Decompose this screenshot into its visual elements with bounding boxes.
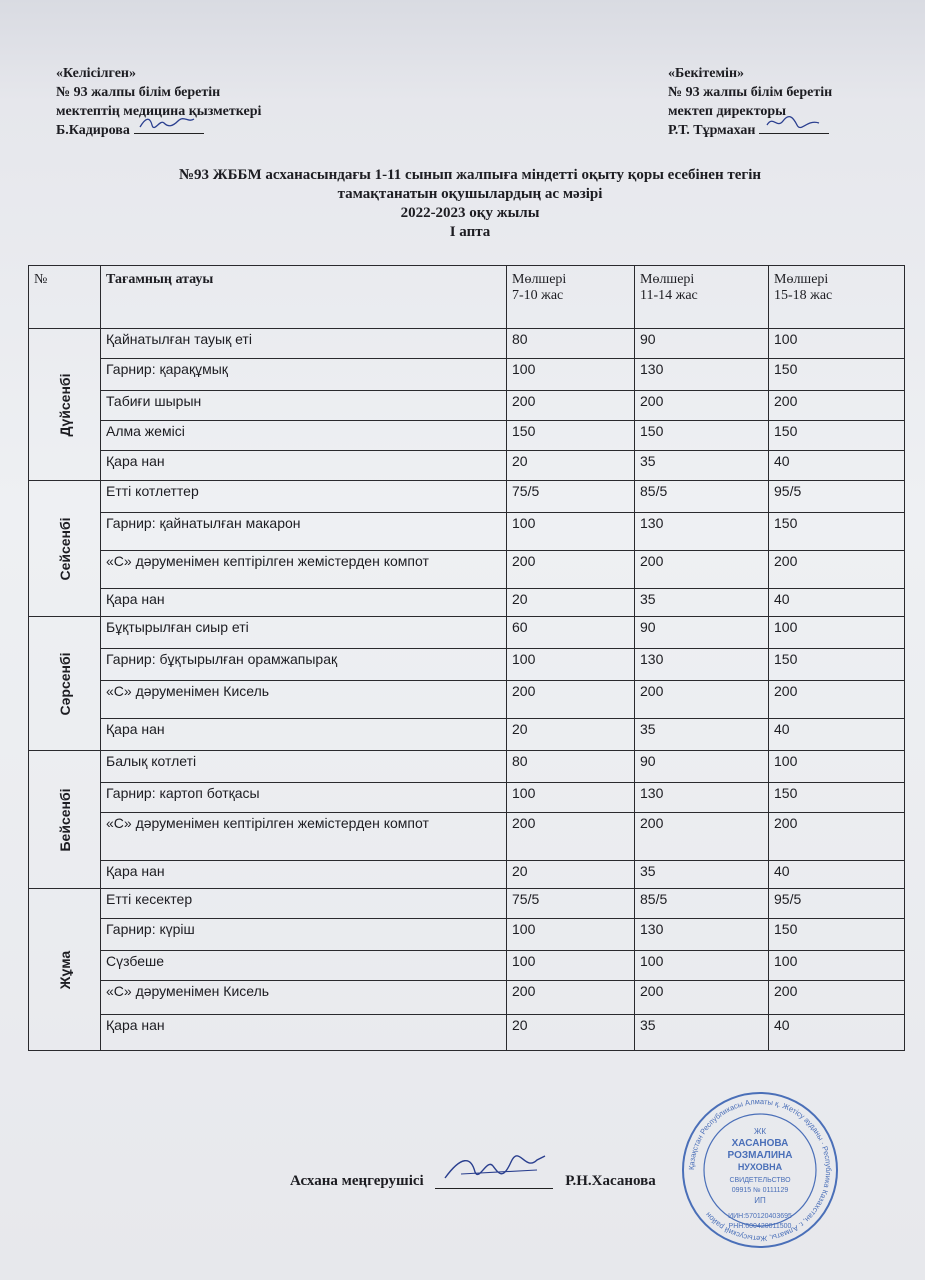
portion-11-14-cell: 90 — [635, 617, 769, 649]
dish-name-cell: Сүзбеше — [101, 951, 507, 981]
portion-11-14-cell: 35 — [635, 861, 769, 889]
portion-7-10-cell: 200 — [507, 981, 635, 1015]
approval-right-line4 — [668, 121, 908, 140]
dish-name-cell: Етті котлеттер — [101, 481, 507, 513]
portion-15-18-cell: 95/5 — [769, 481, 905, 513]
approval-left-line4 — [56, 121, 396, 140]
portion-11-14-cell: 35 — [635, 589, 769, 617]
header-col-11-14: Мөлшері 11-14 жас — [635, 266, 769, 329]
stamp-line7: ИП — [754, 1196, 766, 1205]
portion-11-14-cell: 130 — [635, 513, 769, 551]
portion-15-18-cell: 200 — [769, 391, 905, 421]
portion-15-18-cell: 150 — [769, 649, 905, 681]
dish-name-cell: «С» дәруменімен Кисель — [101, 981, 507, 1015]
portion-11-14-cell: 85/5 — [635, 481, 769, 513]
portion-11-14-cell: 130 — [635, 359, 769, 391]
table-row — [29, 329, 905, 359]
dish-name-cell: Гарнир: бұқтырылған орамжапырақ — [101, 649, 507, 681]
table-row — [29, 813, 905, 861]
dish-name-cell: Балық котлеті — [101, 751, 507, 783]
portion-15-18-cell: 100 — [769, 751, 905, 783]
portion-15-18-cell: 40 — [769, 1015, 905, 1051]
portion-7-10-cell: 20 — [507, 719, 635, 751]
portion-11-14-cell: 90 — [635, 329, 769, 359]
dish-name-cell: Қара нан — [101, 861, 507, 889]
approval-left-line3: мектептің медицина қызметкері — [56, 104, 262, 119]
approval-right-block — [668, 64, 908, 140]
portion-11-14-cell: 35 — [635, 1015, 769, 1051]
portion-15-18-cell: 150 — [769, 513, 905, 551]
day-cell — [29, 751, 101, 889]
portion-15-18-cell: 200 — [769, 981, 905, 1015]
portion-11-14-cell: 85/5 — [635, 889, 769, 919]
day-cell — [29, 329, 101, 481]
portion-15-18-cell: 100 — [769, 329, 905, 359]
dish-name-cell: Алма жемісі — [101, 421, 507, 451]
table-row — [29, 951, 905, 981]
portion-15-18-cell: 150 — [769, 783, 905, 813]
approval-right-line2: № 93 жалпы білім беретін — [668, 85, 833, 100]
portion-7-10-cell: 200 — [507, 551, 635, 589]
portion-15-18-cell: 95/5 — [769, 889, 905, 919]
portion-15-18-cell: 200 — [769, 681, 905, 719]
dish-name-cell: «С» дәруменімен кептірілген жемістерден компот — [101, 551, 507, 589]
table-row — [29, 751, 905, 783]
portion-15-18-cell: 100 — [769, 617, 905, 649]
stamp-line4: НУХОВНА — [737, 1162, 783, 1172]
dish-name-cell: Қайнатылған тауық еті — [101, 329, 507, 359]
table-row — [29, 649, 905, 681]
title-week: І апта — [449, 224, 491, 240]
portion-7-10-cell: 75/5 — [507, 889, 635, 919]
table-row — [29, 421, 905, 451]
approval-left-line2: № 93 жалпы білім беретін — [56, 85, 221, 100]
director-signature — [759, 121, 829, 134]
table-row — [29, 783, 905, 813]
portion-11-14-cell: 90 — [635, 751, 769, 783]
table-row — [29, 889, 905, 919]
portion-7-10-cell: 20 — [507, 451, 635, 481]
director-name: Р.Т. Тұрмахан — [668, 123, 756, 138]
portion-7-10-cell: 60 — [507, 617, 635, 649]
official-stamp — [680, 1090, 840, 1250]
dish-name-cell: Табиғи шырын — [101, 391, 507, 421]
dish-name-cell: Гарнир: қарақұмық — [101, 359, 507, 391]
portion-7-10-cell: 80 — [507, 751, 635, 783]
portion-11-14-cell: 200 — [635, 681, 769, 719]
portion-11-14-cell: 35 — [635, 451, 769, 481]
portion-11-14-cell: 35 — [635, 719, 769, 751]
portion-15-18-cell: 150 — [769, 359, 905, 391]
portion-11-14-cell: 130 — [635, 919, 769, 951]
header-dish-name: Тағамның атауы — [101, 266, 507, 329]
day-cell — [29, 617, 101, 751]
stamp-line5: СВИДЕТЕЛЬСТВО — [729, 1177, 791, 1184]
portion-7-10-cell: 20 — [507, 861, 635, 889]
portion-7-10-cell: 100 — [507, 951, 635, 981]
portion-15-18-cell: 200 — [769, 813, 905, 861]
day-label: Жұма — [56, 950, 73, 989]
day-label: Сәрсенбі — [56, 651, 73, 716]
dish-name-cell: Гарнир: картоп ботқасы — [101, 783, 507, 813]
portion-11-14-cell: 130 — [635, 783, 769, 813]
portion-7-10-cell: 200 — [507, 681, 635, 719]
dish-name-cell: Қара нан — [101, 719, 507, 751]
dish-name-cell: Қара нан — [101, 589, 507, 617]
portion-15-18-cell: 40 — [769, 589, 905, 617]
table-row — [29, 481, 905, 513]
day-label: Сейсенбі — [56, 516, 73, 581]
stamp-line3: РОЗМАЛИНА — [727, 1150, 793, 1161]
table-row — [29, 451, 905, 481]
approval-left-line1: «Келісілген» — [56, 66, 136, 81]
day-label: Дүйсенбі — [56, 373, 73, 436]
table-row — [29, 681, 905, 719]
portion-11-14-cell: 100 — [635, 951, 769, 981]
title-line2: тамақтанатын оқушылардың ас мәзірі — [337, 186, 603, 202]
dish-name-cell: Гарнир: қайнатылған макарон — [101, 513, 507, 551]
table-row — [29, 981, 905, 1015]
portion-15-18-cell: 40 — [769, 719, 905, 751]
table-row — [29, 589, 905, 617]
portion-7-10-cell: 75/5 — [507, 481, 635, 513]
stamp-rnn: РНН:600420011500 — [728, 1223, 792, 1230]
table-row — [29, 551, 905, 589]
approval-right-line1: «Бекітемін» — [668, 66, 745, 81]
table-row — [29, 391, 905, 421]
dish-name-cell: «С» дәруменімен Кисель — [101, 681, 507, 719]
stamp-line1: ЖК — [753, 1127, 767, 1136]
portion-15-18-cell: 150 — [769, 919, 905, 951]
stamp-line6: 09915 № 0111129 — [731, 1187, 789, 1194]
approval-left-block — [56, 64, 396, 140]
document-title — [60, 166, 880, 242]
portion-15-18-cell: 100 — [769, 951, 905, 981]
table-row — [29, 359, 905, 391]
portion-7-10-cell: 20 — [507, 1015, 635, 1051]
portion-7-10-cell: 100 — [507, 919, 635, 951]
menu-table — [28, 265, 905, 1051]
portion-11-14-cell: 150 — [635, 421, 769, 451]
header-col-7-10: Мөлшері 7-10 жас — [507, 266, 635, 329]
footer-name: Р.Н.Хасанова — [565, 1173, 656, 1189]
portion-7-10-cell: 150 — [507, 421, 635, 451]
day-cell — [29, 481, 101, 617]
portion-7-10-cell: 100 — [507, 359, 635, 391]
portion-7-10-cell: 80 — [507, 329, 635, 359]
stamp-ring-text: Қазақстан Республикасы Алматы қ. Жетісу ауданы · Республика Казахстан, г. Алматы, Жетысуский район — [686, 1096, 834, 1244]
day-label: Бейсенбі — [56, 787, 73, 852]
medic-name: Б.Кадирова — [56, 123, 130, 138]
portion-7-10-cell: 100 — [507, 649, 635, 681]
manager-signature — [435, 1166, 553, 1189]
portion-15-18-cell: 40 — [769, 861, 905, 889]
header-col-15-18: Мөлшері 15-18 жас — [769, 266, 905, 329]
dish-name-cell: Қара нан — [101, 1015, 507, 1051]
portion-11-14-cell: 200 — [635, 981, 769, 1015]
dish-name-cell: «С» дәруменімен кептірілген жемістерден компот — [101, 813, 507, 861]
portion-15-18-cell: 40 — [769, 451, 905, 481]
portion-11-14-cell: 200 — [635, 391, 769, 421]
portion-7-10-cell: 200 — [507, 391, 635, 421]
portion-11-14-cell: 200 — [635, 813, 769, 861]
portion-7-10-cell: 200 — [507, 813, 635, 861]
stamp-iin: ИИН:570120403695 — [728, 1213, 792, 1220]
portion-7-10-cell: 20 — [507, 589, 635, 617]
portion-7-10-cell: 100 — [507, 513, 635, 551]
title-line1: №93 ЖББМ асханасындағы 1-11 сынып жалпыға міндетті оқыту қоры есебінен тегін — [178, 167, 762, 183]
title-year: 2022-2023 оқу жылы — [400, 205, 540, 221]
portion-15-18-cell: 150 — [769, 421, 905, 451]
table-row — [29, 861, 905, 889]
dish-name-cell: Етті кесектер — [101, 889, 507, 919]
dish-name-cell: Бұқтырылған сиыр еті — [101, 617, 507, 649]
portion-15-18-cell: 200 — [769, 551, 905, 589]
dish-name-cell: Қара нан — [101, 451, 507, 481]
portion-7-10-cell: 100 — [507, 783, 635, 813]
portion-11-14-cell: 200 — [635, 551, 769, 589]
footer-signature — [290, 1166, 656, 1190]
dish-name-cell: Гарнир: күріш — [101, 919, 507, 951]
menu-body — [29, 329, 905, 1051]
table-row — [29, 1015, 905, 1051]
stamp-line2: ХАСАНОВА — [731, 1138, 789, 1149]
table-row — [29, 513, 905, 551]
header-num: № — [29, 266, 101, 329]
medic-signature — [134, 121, 204, 134]
portion-11-14-cell: 130 — [635, 649, 769, 681]
table-row — [29, 719, 905, 751]
table-row — [29, 919, 905, 951]
day-cell — [29, 889, 101, 1051]
table-row — [29, 617, 905, 649]
table-header-row — [29, 266, 905, 329]
footer-role: Асхана меңгерушісі — [290, 1173, 424, 1189]
approval-right-line3: мектеп директоры — [668, 104, 787, 119]
